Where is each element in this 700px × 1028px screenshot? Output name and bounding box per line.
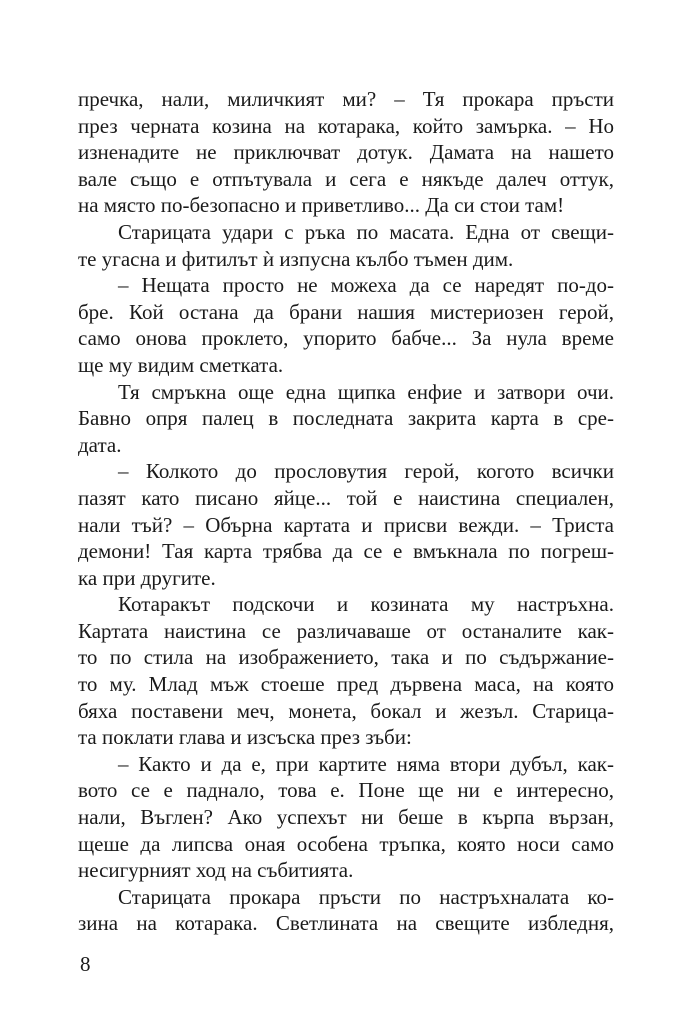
- text-line: пречка, нали, миличкият ми? – Тя прокара пръсти: [78, 87, 614, 111]
- text-line: – Както и да е, при картите няма втори дубъл, как-: [118, 751, 614, 776]
- text-line: дата.: [78, 432, 122, 457]
- text-line: само онова проклето, упорито бабче... За нула време: [78, 326, 614, 351]
- page-number: 8: [80, 952, 91, 976]
- text-line: нали, Въглен? Ако успехът ни беше в кърпа вързан,: [78, 805, 614, 830]
- text-line: на място по-безопасно и приветливо... Да си стои там!: [78, 193, 565, 218]
- text-line: пазят като писано яйце... той е наистина специален,: [78, 485, 614, 510]
- text-line: Старицата удари с ръка по масата. Една от свещи-: [118, 219, 614, 244]
- text-line: вале също е отпътувала и сега е някъде далеч оттук,: [78, 166, 614, 191]
- text-line: бяха поставени меч, монета, бокал и жезъл. Старица-: [78, 698, 614, 723]
- text-line: ка при другите.: [78, 565, 216, 590]
- text-line: зина на котарака. Светлината на свещите избледня,: [78, 911, 614, 936]
- text-line: изненадите не приключват дотук. Дамата на нашето: [78, 140, 614, 165]
- text-line: то по стила на изображението, така и по съдържание-: [78, 645, 614, 670]
- text-line: демони! Тая карта трябва да се е вмъкнала по погреш-: [78, 539, 614, 564]
- text-line: щеше да липсва оная особена тръпка, която носи само: [78, 831, 614, 856]
- text-line: то му. Млад мъж стоеше пред дървена маса, на която: [78, 672, 614, 697]
- text-line: Котаракът подскочи и козината му настръхна.: [118, 592, 614, 617]
- text-line: – Колкото до прословутия герой, когото всички: [118, 459, 614, 484]
- text-line: Старицата прокара пръсти по настръхналата ко-: [118, 884, 614, 909]
- text-line: бре. Кой остана да брани нашия мистериозен герой,: [78, 299, 614, 324]
- text-line: Картата наистина се различаваше от останалите как-: [78, 618, 614, 643]
- text-line: Бавно опря палец в последната закрита карта в сре-: [78, 406, 614, 431]
- text-line: ще му видим сметката.: [78, 352, 284, 377]
- text-line: нали тъй? – Обърна картата и присви вежди. – Триста: [78, 512, 614, 537]
- text-line: – Нещата просто не можеха да се наредят по-до-: [118, 273, 614, 298]
- text-line: през черната козина на котарака, който замърка. – Но: [78, 113, 614, 138]
- text-line: те угасна и фитилът ѝ изпусна кълбо тъмен дим.: [78, 246, 514, 271]
- body-text: [78, 86, 614, 937]
- text-line: та поклати глава и изсъска през зъби:: [78, 725, 412, 750]
- text-line: Тя смръкна още една щипка енфие и затвори очи.: [118, 379, 614, 404]
- text-line: несигурният ход на събитията.: [78, 858, 354, 883]
- text-line: вото се е паднало, това е. Поне ще ни е интересно,: [78, 778, 614, 803]
